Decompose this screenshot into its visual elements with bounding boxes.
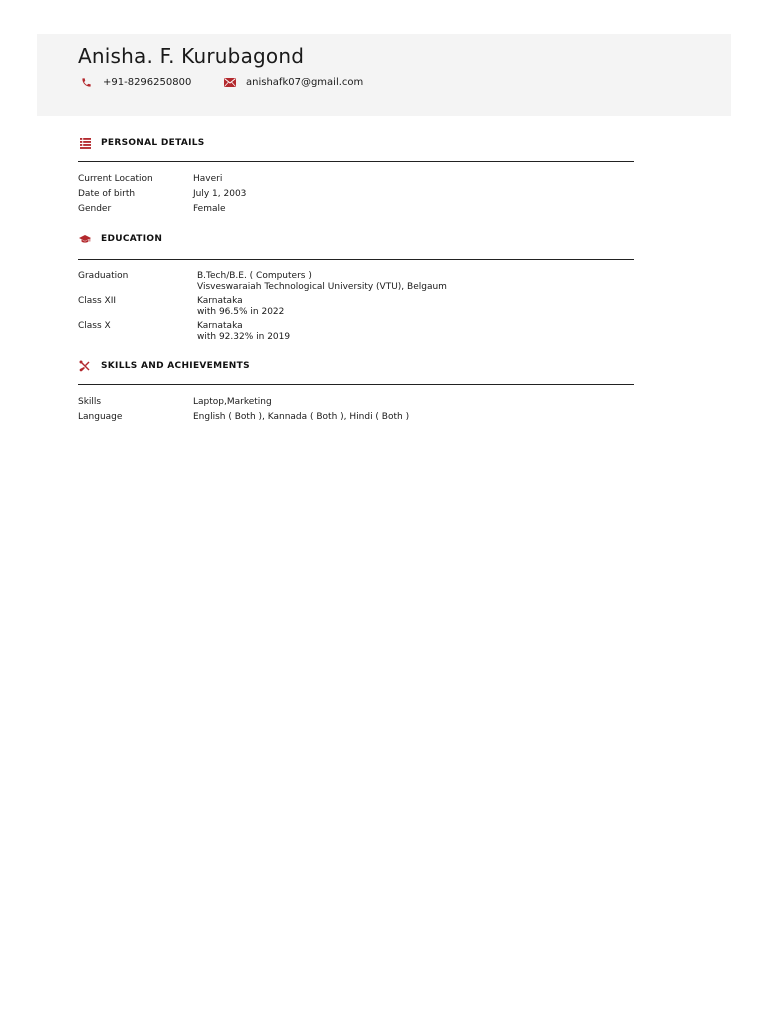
education-board: Karnataka	[197, 321, 243, 331]
tools-icon	[78, 359, 92, 373]
section-divider	[78, 384, 634, 385]
section-title: SKILLS AND ACHIEVEMENTS	[101, 361, 250, 371]
section-title: EDUCATION	[101, 234, 163, 244]
resume-header	[37, 34, 731, 116]
education-board: Karnataka	[197, 296, 243, 306]
detail-value: Female	[193, 204, 226, 214]
candidate-name: Anisha. F. Kurubagond	[78, 44, 305, 68]
detail-label: Current Location	[78, 174, 153, 184]
phone-contact	[81, 76, 191, 88]
detail-value: July 1, 2003	[193, 189, 247, 199]
education-label: Class XII	[78, 296, 117, 306]
detail-label: Date of birth	[78, 189, 136, 199]
skill-label: Language	[78, 412, 123, 422]
skill-label: Skills	[78, 397, 102, 407]
section-divider	[78, 161, 634, 162]
email-address: anishafk07@gmail.com	[246, 76, 364, 88]
skill-value: Laptop,Marketing	[193, 397, 272, 407]
skill-value: English ( Both ), Kannada ( Both ), Hindi ( Both )	[193, 412, 410, 422]
list-icon	[78, 136, 92, 150]
phone-number: +91-8296250800	[103, 76, 192, 88]
education-degree: B.Tech/B.E. ( Computers )	[197, 271, 312, 281]
section-skills	[78, 356, 634, 376]
education-label: Class X	[78, 321, 111, 331]
phone-icon	[81, 76, 93, 88]
education-score: with 92.32% in 2019	[197, 331, 291, 342]
graduation-cap-icon	[78, 232, 92, 246]
section-title: PERSONAL DETAILS	[101, 138, 205, 148]
mail-icon	[224, 76, 236, 88]
section-personal-details	[78, 133, 634, 153]
detail-value: Haveri	[193, 174, 223, 184]
education-label: Graduation	[78, 271, 129, 281]
section-divider	[78, 259, 634, 260]
email-contact	[224, 76, 363, 88]
detail-label: Gender	[78, 204, 112, 214]
education-score: with 96.5% in 2022	[197, 306, 285, 317]
education-institute: Visveswaraiah Technological University (VTU), Belgaum	[197, 281, 447, 292]
section-education	[78, 229, 634, 249]
